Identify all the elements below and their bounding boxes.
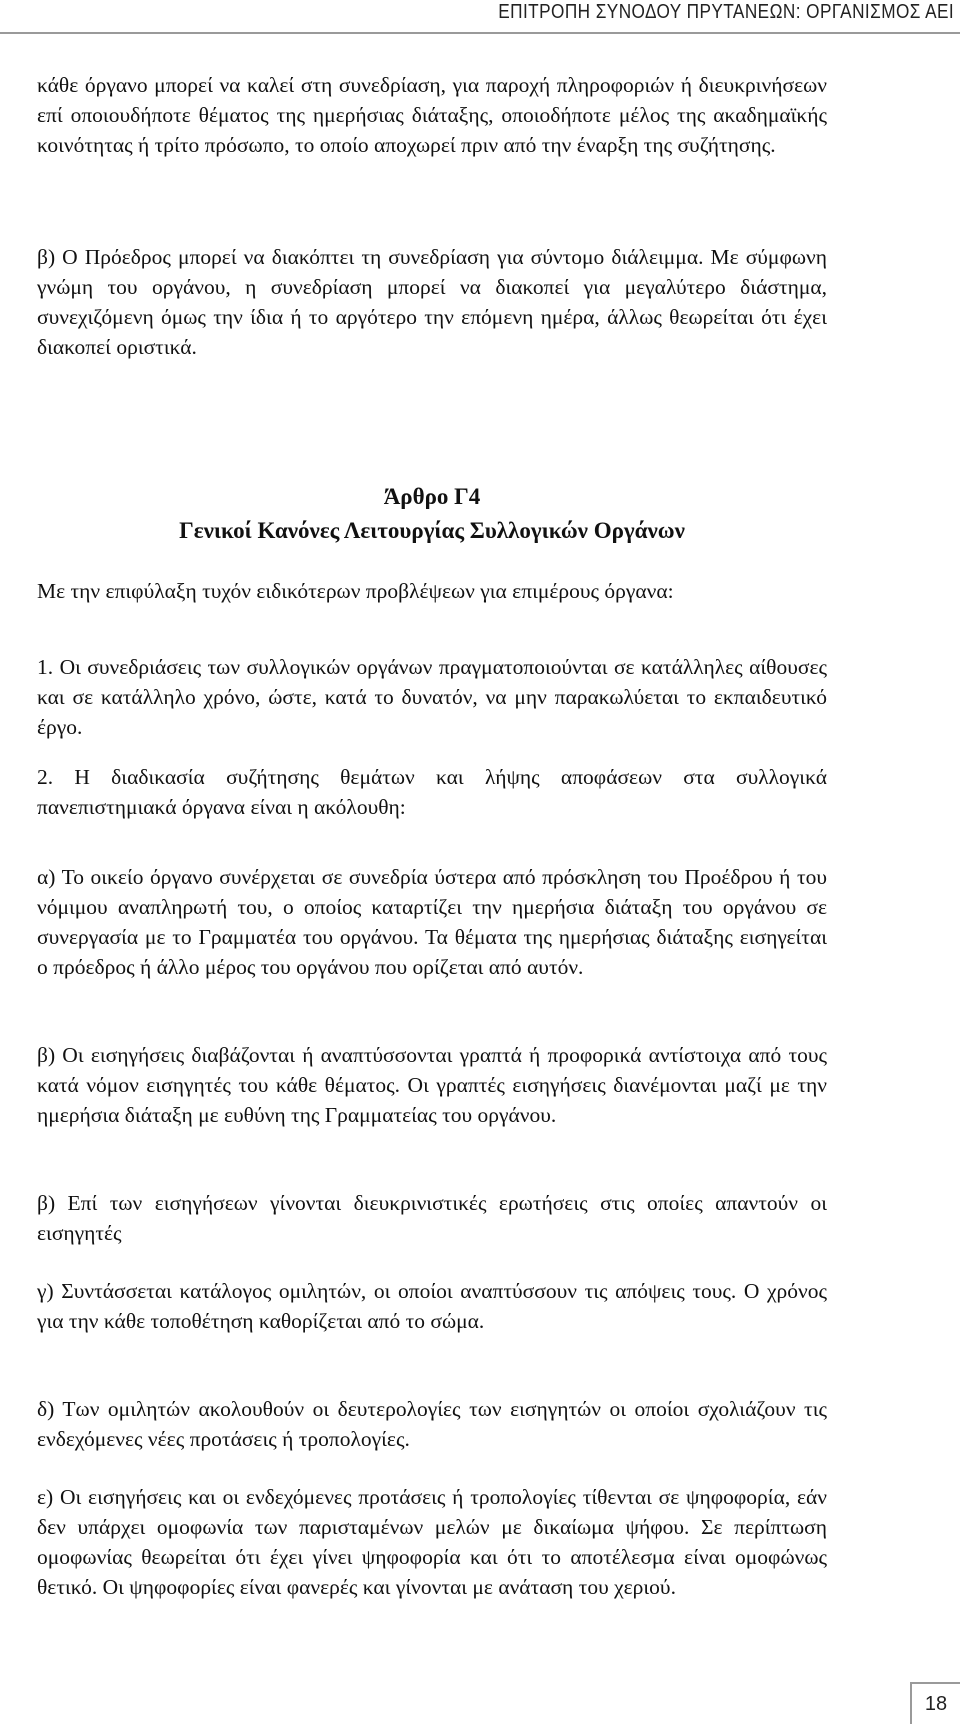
subitem-g: γ) Συντάσσεται κατάλογος ομιλητών, οι οποίοι αναπτύσσουν τις απόψεις τους. Ο χρόνος για την κάθε τοποθέτηση καθορίζεται από το σώμα.	[37, 1279, 827, 1333]
subitem-b-second: β) Επί των εισηγήσεων γίνονται διευκρινιστικές ερωτήσεις στις οποίες απαντούν οι εισηγητές	[37, 1191, 827, 1245]
subitem-e: ε) Οι εισηγήσεις και οι ενδεχόμενες προτάσεις ή τροπολογίες τίθενται σε ψηφοφορία, εάν δεν υπάρχει ομοφωνία των παρισταμένων μελών με δικαίωμα ψήφου. Σε περίπτωση ομοφωνίας θεωρείται ότι έχει γίνει ψηφοφορία και ότι το αποτέλεσμα είναι ομοφώνως θετικό. Οι ψηφοφορίες είναι φανερές και γίνονται με ανάταση του χεριού.	[37, 1485, 827, 1599]
article-title: Άρθρο Γ4	[383, 484, 481, 509]
page-number: 18	[910, 1682, 960, 1724]
item-text: Οι συνεδριάσεις των συλλογικών οργάνων πραγματοποιούνται σε κατάλληλες αίθουσες και σε κατάλληλο χρόνο, ώστε, κατά το δυνατόν, να μην παρακωλύεται το εκπαιδευτικό έργο.	[37, 655, 828, 739]
article-intro: Με την επιφύλαξη τυχόν ειδικότερων προβλέψεων για επιμέρους όργανα:	[37, 579, 674, 603]
numbered-item-1	[37, 652, 827, 748]
subitem-d: δ) Των ομιλητών ακολουθούν οι δευτερολογίες των εισηγητών οι οποίοι σχολιάζουν τις ενδεχόμενες νέες προτάσεις ή τροπολογίες.	[37, 1397, 827, 1451]
item-text: Η διαδικασία συζήτησης θεμάτων και λήψης αποφάσεων στα συλλογικά πανεπιστημιακά όργανα είναι η ακόλουθη:	[37, 765, 828, 819]
subitem-a: α) Το οικείο όργανο συνέρχεται σε συνεδρία ύστερα από πρόσκληση του Προέδρου ή του νόμιμου αναπληρωτή του, ο οποίος καταρτίζει την ημερήσια διάταξη του οργάνου σε συνεργασία με το Γραμματέα του οργάνου. Τα θέματα της ημερήσιας διάταξης εισηγείται ο πρόεδρος ή άλλο μέρος του οργάνου που ορίζεται από αυτόν.	[37, 865, 827, 979]
running-header: ΕΠΙΤΡΟΠΗ ΣΥΝΟΔΟΥ ΠΡΥΤΑΝΕΩΝ: ΟΡΓΑΝΙΣΜΟΣ ΑΕΙ	[498, 1, 954, 23]
page-body	[37, 70, 827, 1632]
break-paragraph: β) Ο Πρόεδρος μπορεί να διακόπτει τη συνεδρίαση για σύντομο διάλειμμα. Με σύμφωνη γνώμη του οργάνου, η συνεδρίαση μπορεί να διακοπεί για μεγαλύτερο διάστημα, συνεχιζόμενη όμως την ίδια ή το αργότερο την επόμενη ημέρα, άλλως θεωρείται ότι έχει διακοπεί οριστικά.	[37, 245, 827, 359]
article-heading	[37, 480, 827, 548]
item-number: 2.	[37, 765, 54, 789]
numbered-item-2	[37, 762, 827, 826]
header-divider	[0, 32, 960, 34]
subitem-b: β) Οι εισηγήσεις διαβάζονται ή αναπτύσσονται γραπτά ή προφορικά αντίστοιχα από τους κατά νόμον εισηγητές του κάθε θέματος. Οι γραπτές εισηγήσεις διανέμονται μαζί με την ημερήσια διάταξη με ευθύνη της Γραμματείας του οργάνου.	[37, 1043, 827, 1127]
continuation-paragraph: κάθε όργανο μπορεί να καλεί στη συνεδρίαση, για παροχή πληροφοριών ή διευκρινήσεων επί οποιουδήποτε θέματος της ημερήσιας διάταξης, οποιοδήποτε μέλος της ακαδημαϊκής κοινότητας ή τρίτο πρόσωπο, το οποίο αποχωρεί πριν από την έναρξη της συζήτησης.	[37, 73, 827, 157]
article-subtitle: Γενικοί Κανόνες Λειτουργίας Συλλογικών Οργάνων	[179, 518, 685, 543]
item-number: 1.	[37, 655, 54, 679]
